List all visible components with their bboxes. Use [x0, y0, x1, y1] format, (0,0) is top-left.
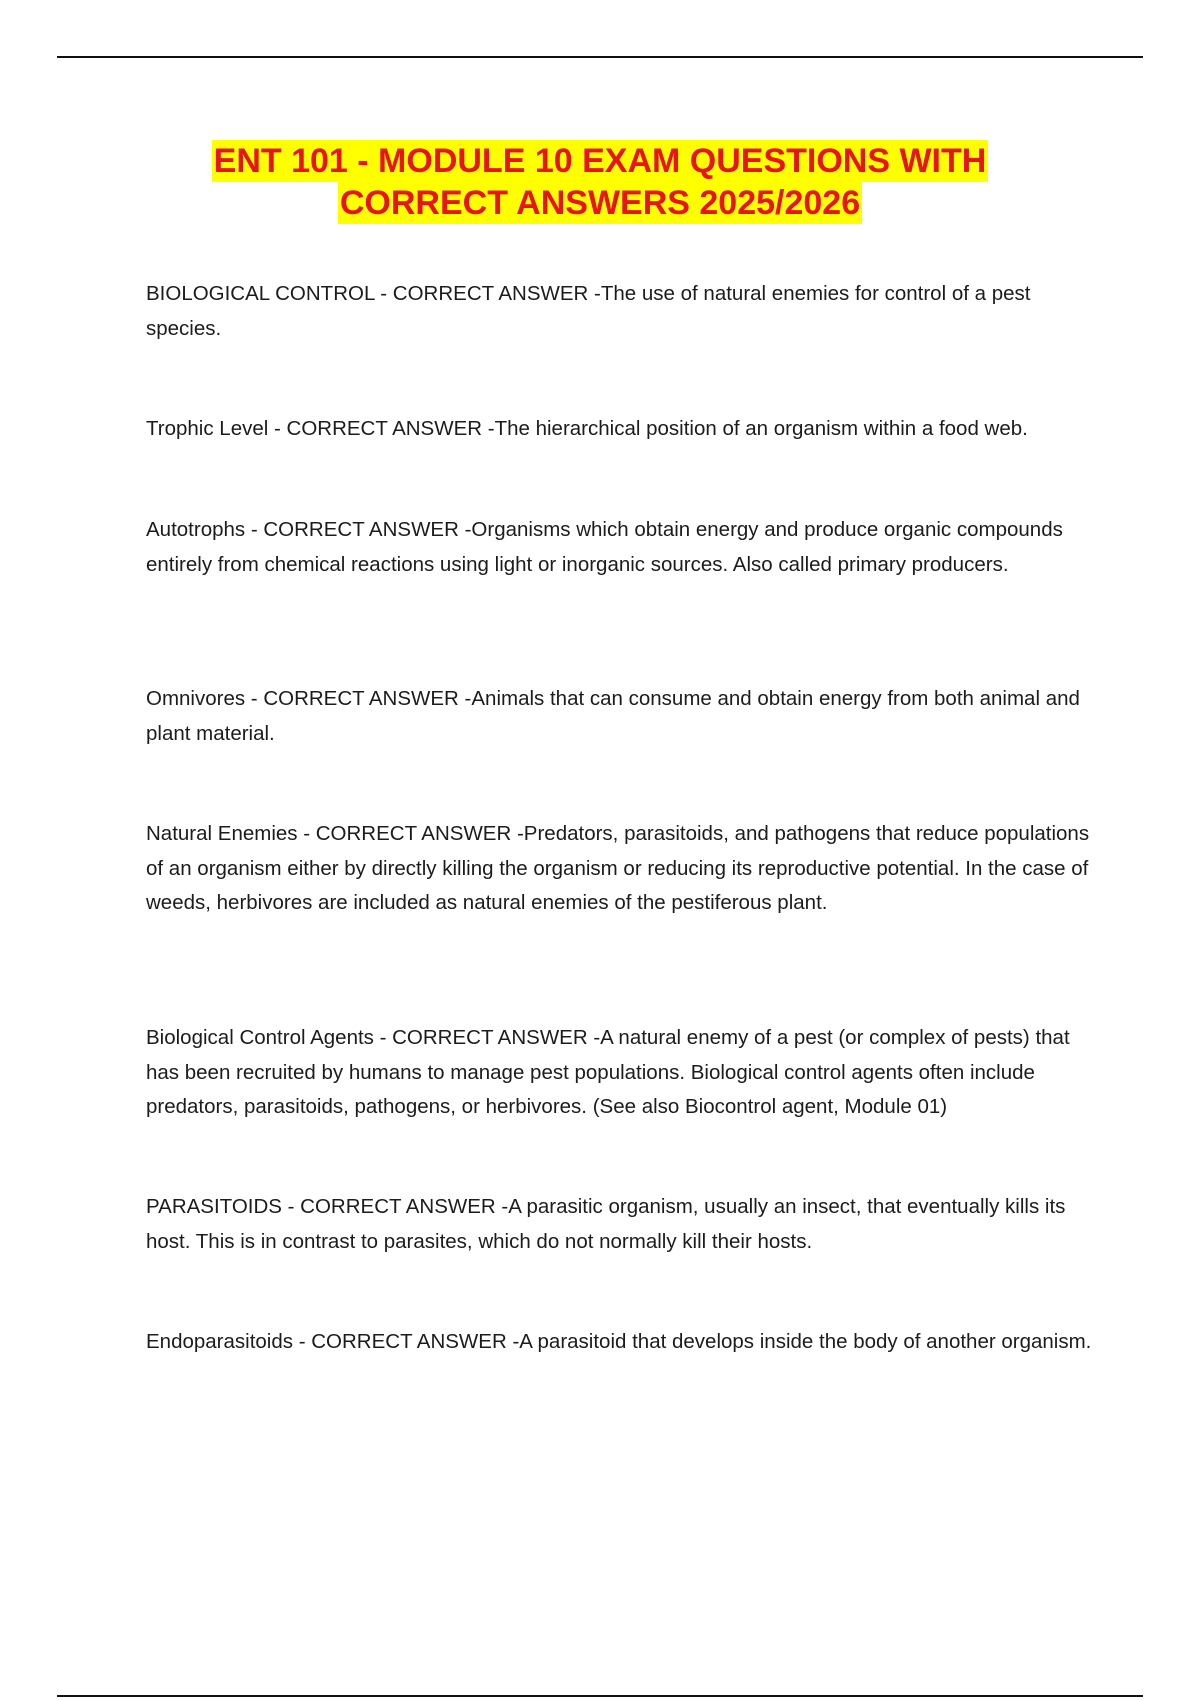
- qa-entry-natural-enemies: Natural Enemies - CORRECT ANSWER -Predators, parasitoids, and pathogens that reduce populations of an organism either by directly killing the organism or reducing its reproductive potential. In the case of weeds, herbivores are included as natural enemies of the pestiferous plant.: [146, 822, 1090, 914]
- qa-entry-omnivores: Omnivores - CORRECT ANSWER -Animals that can consume and obtain energy from both animal and plant material.: [146, 687, 1080, 745]
- title-line-1: ENT 101 - MODULE 10 EXAM QUESTIONS WITH: [213, 142, 987, 180]
- qa-entry-biological-control: BIOLOGICAL CONTROL - CORRECT ANSWER -The use of natural enemies for control of a pest species.: [146, 282, 1031, 340]
- page-title: [0, 140, 1200, 224]
- qa-entry-autotrophs: Autotrophs - CORRECT ANSWER -Organisms which obtain energy and produce organic compounds entirely from chemical reactions using light or inorganic sources. Also called primary producers.: [146, 518, 1063, 576]
- qa-entry-biological-control-agents: Biological Control Agents - CORRECT ANSWER -A natural enemy of a pest (or complex of pests) that has been recruited by humans to manage pest populations. Biological control agents often include predators, parasitoids, pathogens, or herbivores. (See also Biocontrol agent, Module 01): [146, 1026, 1070, 1118]
- qa-entry-endoparasitoids: Endoparasitoids - CORRECT ANSWER -A parasitoid that develops inside the body of another organism.: [146, 1330, 1092, 1353]
- top-divider: [57, 56, 1143, 58]
- qa-entry-parasitoids: PARASITOIDS - CORRECT ANSWER -A parasitic organism, usually an insect, that eventually kills its host. This is in contrast to parasites, which do not normally kill their hosts.: [146, 1195, 1066, 1253]
- bottom-divider: [57, 1695, 1143, 1697]
- qa-entry-trophic-level: Trophic Level - CORRECT ANSWER -The hierarchical position of an organism within a food web.: [146, 417, 1028, 440]
- title-line-2: CORRECT ANSWERS 2025/2026: [339, 184, 861, 222]
